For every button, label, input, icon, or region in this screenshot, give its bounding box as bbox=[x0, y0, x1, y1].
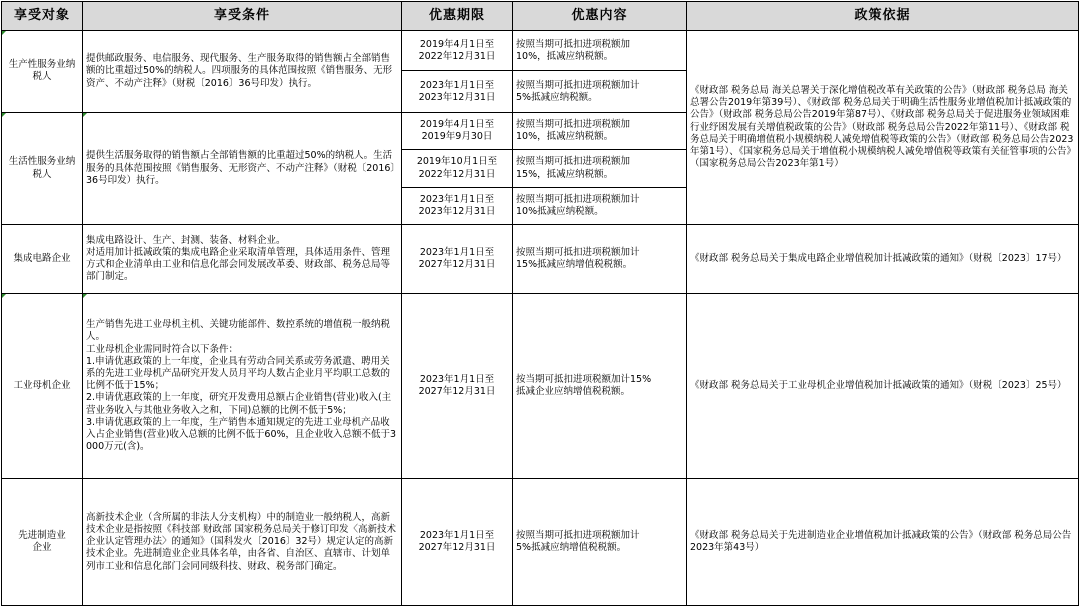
target-cell: 生活性服务业纳税人 bbox=[2, 112, 83, 224]
basis-cell: 《财政部 税务总局关于集成电路企业增值税加计抵减政策的通知》（财税〔2023〕17号） bbox=[687, 225, 1079, 294]
period-cell: 2019年10月1日至 2022年12月31日 bbox=[402, 150, 513, 187]
condition-cell: 集成电路设计、生产、封测、装备、材料企业。 对适用加计抵减政策的集成电路企业采取清单管理，具体适用条件、管理方式和企业清单由工业和信息化部会同发展改革委、财政部、税务总局等部门制定。 bbox=[83, 225, 402, 294]
content-cell: 按照当期可抵扣进项税额加计 5%抵减应纳税额。 bbox=[513, 71, 687, 113]
condition-cell: 提供邮政服务、电信服务、现代服务、生产服务取得的销售额占全部销售额的比重超过50%的纳税人。四项服务的具体范围按照《销售服务、无形资产、不动产注释》（财税〔2016〕36号印发）执行。 bbox=[83, 31, 402, 113]
target-cell: 先进制造业 企业 bbox=[2, 479, 83, 606]
content-cell: 按照当期可抵扣进项税额加 10%，抵减应纳税额。 bbox=[513, 112, 687, 149]
header-row bbox=[2, 2, 1079, 31]
header-condition: 享受条件 bbox=[83, 2, 402, 31]
period-cell: 2023年1月1日至 2023年12月31日 bbox=[402, 187, 513, 224]
header-content: 优惠内容 bbox=[513, 2, 687, 31]
period-cell: 2019年4月1日至 2022年12月31日 bbox=[402, 31, 513, 71]
header-period: 优惠期限 bbox=[402, 2, 513, 31]
content-cell: 按照当期可抵扣进项税额加计 15%抵减应纳增值税税额。 bbox=[513, 225, 687, 294]
condition-cell: 高新技术企业（含所属的非法人分支机构）中的制造业一般纳税人，高新技术企业是指按照《科技部 财政部 国家税务总局关于修订印发〈高新技术企业认定管理办法〉的通知》（国科发火〔2016〕32号）规定认定的高新技术企业。先进制造业企业具体名单，由各省、自治区、直辖市、计划单列市工业和信息化部门会同同级科技、财政、税务部门确定。 bbox=[83, 479, 402, 606]
content-cell: 按照当期可抵扣进项税额加 15%，抵减应纳税额。 bbox=[513, 150, 687, 187]
content-cell: 按照当期可抵扣进项税额加计 5%抵减应纳增值税税额。 bbox=[513, 479, 687, 606]
table-row bbox=[2, 31, 1079, 71]
basis-cell: 《财政部 税务总局关于先进制造业企业增值税加计抵减政策的公告》（财政部 税务总局公告2023年第43号） bbox=[687, 479, 1079, 606]
target-cell: 工业母机企业 bbox=[2, 294, 83, 479]
condition-cell: 提供生活服务取得的销售额占全部销售额的比重超过50%的纳税人。生活服务的具体范围按照《销售服务、无形资产、不动产注释》（财税〔2016〕36号印发）执行。 bbox=[83, 112, 402, 224]
period-cell: 2023年1月1日至 2023年12月31日 bbox=[402, 71, 513, 113]
table-row bbox=[2, 225, 1079, 294]
period-cell: 2019年4月1日至 2019年9月30日 bbox=[402, 112, 513, 149]
basis-cell: 《财政部 税务总局 海关总署关于深化增值税改革有关政策的公告》（财政部 税务总局 海关总署公告2019年第39号）、《财政部 税务总局关于明确生活性服务业增值税加计抵减政策的公告》（财政部 税务总局公告2019年第87号）、《财政部 税务总局关于促进服务业领域困难行业纾困发展有关增值税政策的公告》（财政部 税务总局公告2022年第11号）、《财政部 税务总局关于明确增值税小规模纳税人减免增值税等政策的公告》（财政部 税务总局公告2023年第1号）、《国家税务总局关于增值税小规模纳税人减免增值税等政策有关征管事项的公告》（国家税务总局公告2023年第1号） bbox=[687, 31, 1079, 225]
content-cell: 按当期可抵扣进项税额加计15% 抵减企业应纳增值税税额。 bbox=[513, 294, 687, 479]
target-cell: 集成电路企业 bbox=[2, 225, 83, 294]
period-cell: 2023年1月1日至 2027年12月31日 bbox=[402, 225, 513, 294]
table-row bbox=[2, 294, 1079, 479]
period-cell: 2023年1月1日至 2027年12月31日 bbox=[402, 294, 513, 479]
table-row bbox=[2, 479, 1079, 606]
policy-table bbox=[1, 1, 1079, 606]
content-cell: 按照当期可抵扣进项税额加计 10%抵减应纳税额。 bbox=[513, 187, 687, 224]
content-cell: 按照当期可抵扣进项税额加 10%，抵减应纳税额。 bbox=[513, 31, 687, 71]
basis-cell: 《财政部 税务总局关于工业母机企业增值税加计抵减政策的通知》（财税〔2023〕25号） bbox=[687, 294, 1079, 479]
target-cell: 生产性服务业纳税人 bbox=[2, 31, 83, 113]
condition-cell: 生产销售先进工业母机主机、关键功能部件、数控系统的增值税一般纳税人。 工业母机企业需同时符合以下条件： 1.申请优惠政策的上一年度，企业具有劳动合同关系或劳务派遣、聘用关系的先进工业母机产品研究开发人员月平均人数占企业月平均职工总数的比例不低于15%； 2.申请优惠政策的上一年度，研究开发费用总额占企业销售(营业)收入(主营业务收入与其他业务收入之和，下同)总额的比例不低于5%； 3.申请优惠政策的上一年度，生产销售本通知规定的先进工业母机产品收入占企业销售(营业)收入总额的比例不低于60%，且企业收入总额不低于3000万元(含)。 bbox=[83, 294, 402, 479]
header-target: 享受对象 bbox=[2, 2, 83, 31]
period-cell: 2023年1月1日至 2027年12月31日 bbox=[402, 479, 513, 606]
header-basis: 政策依据 bbox=[687, 2, 1079, 31]
